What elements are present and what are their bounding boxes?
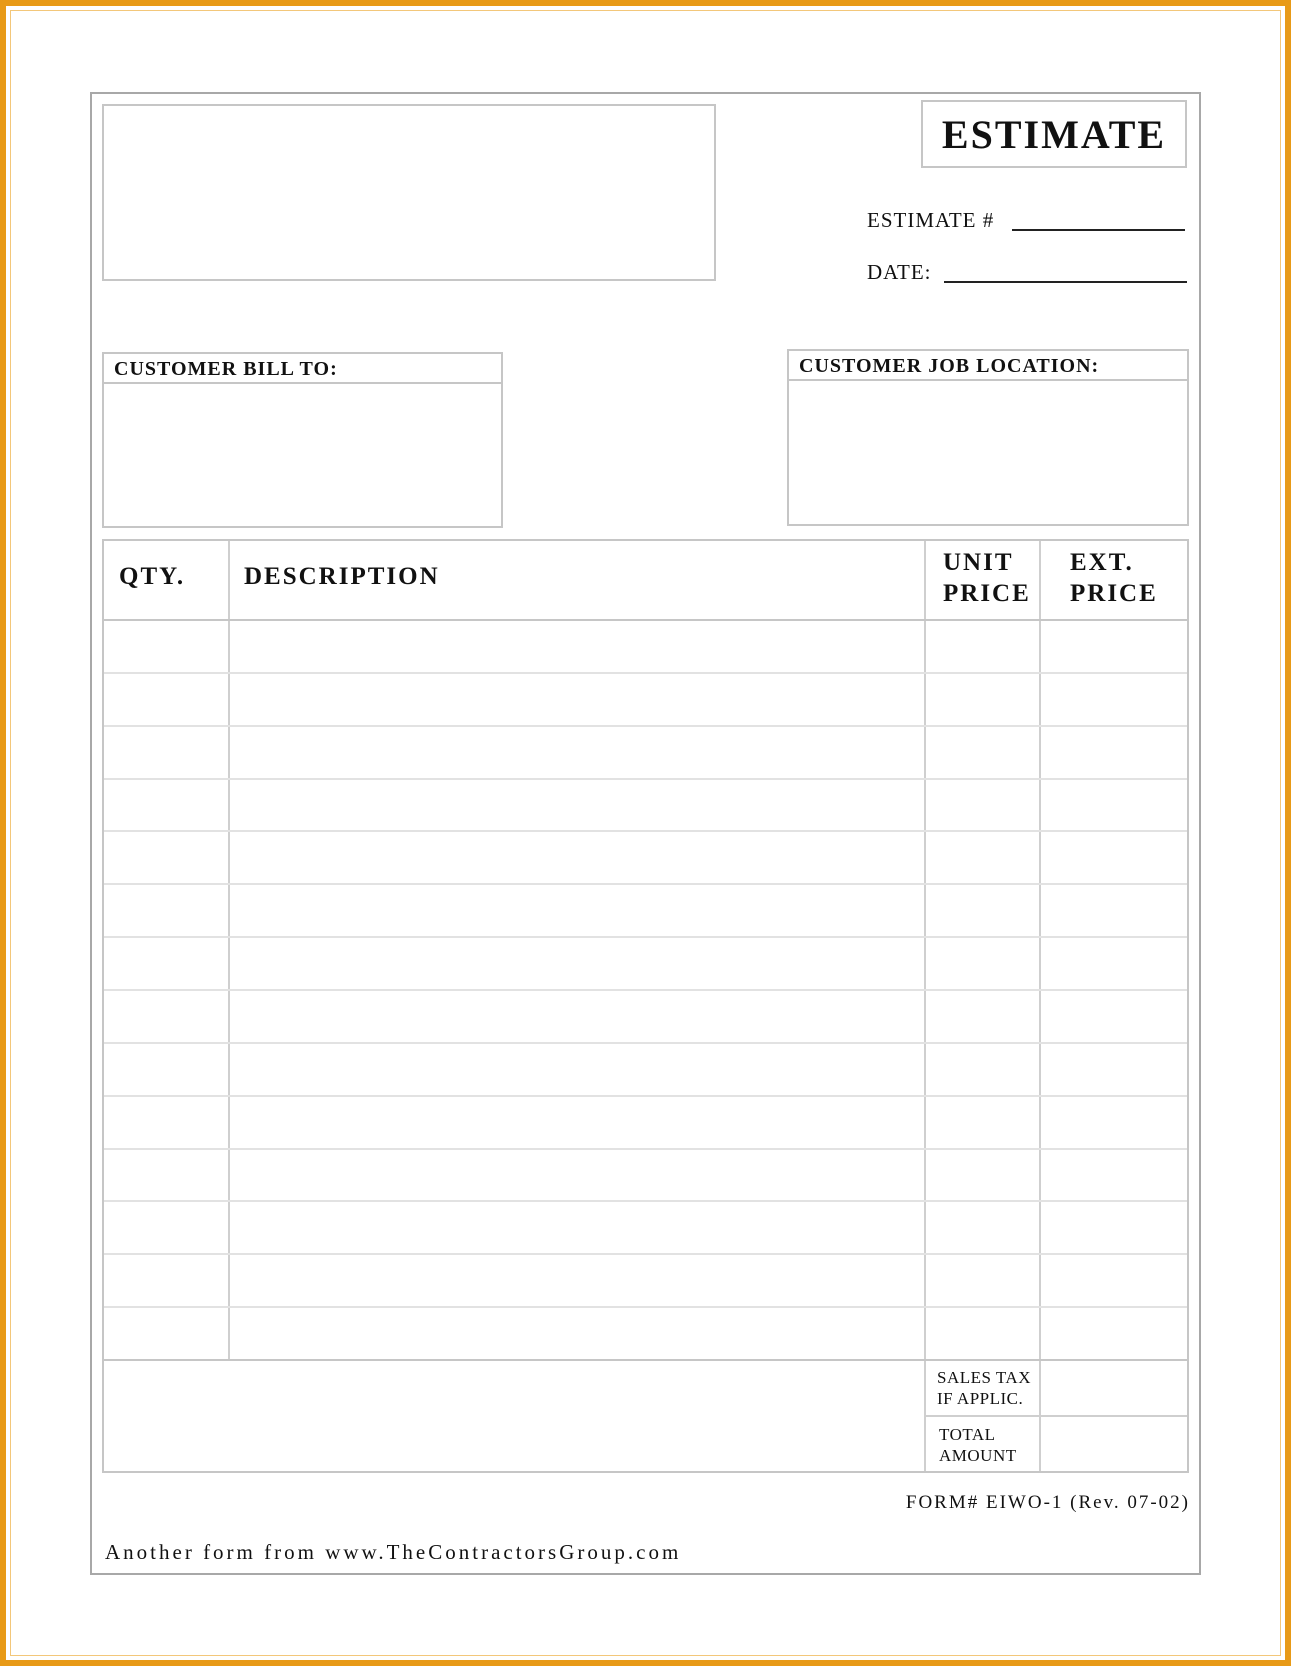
row-cell-description[interactable] [230,780,924,831]
row-cell-unit-price[interactable] [926,1044,1039,1095]
row-cell-unit-price[interactable] [926,727,1039,778]
row-cell-ext-price[interactable] [1041,832,1187,883]
row-cell-qty[interactable] [106,1255,228,1306]
table-row [104,674,1187,727]
table-row [104,1308,1187,1361]
line-items-table [102,539,1189,1473]
customer-bill-to-label: CUSTOMER BILL TO: [104,354,501,384]
form-number: FORM# EIWO-1 (Rev. 07-02) [905,1492,1190,1513]
row-cell-unit-price[interactable] [926,1097,1039,1148]
row-cell-ext-price[interactable] [1041,727,1187,778]
row-cell-ext-price[interactable] [1041,1044,1187,1095]
column-header-description: DESCRIPTION [244,563,440,590]
table-row [104,1202,1187,1255]
row-cell-description[interactable] [230,1202,924,1253]
row-cell-description[interactable] [230,1097,924,1148]
row-cell-unit-price[interactable] [926,832,1039,883]
column-header-unit-price-line2: PRICE [943,580,1031,607]
row-cell-ext-price[interactable] [1041,885,1187,936]
table-row [104,727,1187,780]
row-cell-qty[interactable] [106,885,228,936]
total-amount-label-line2: AMOUNT [939,1446,1017,1465]
column-header-ext-price-line2: PRICE [1070,580,1158,607]
row-cell-ext-price[interactable] [1041,991,1187,1042]
row-cell-description[interactable] [230,621,924,672]
row-cell-ext-price[interactable] [1041,621,1187,672]
row-cell-description[interactable] [230,1150,924,1201]
row-cell-ext-price[interactable] [1041,1150,1187,1201]
customer-job-location-label: CUSTOMER JOB LOCATION: [789,351,1187,381]
row-cell-ext-price[interactable] [1041,780,1187,831]
notes-area[interactable] [104,1361,924,1471]
row-cell-ext-price[interactable] [1041,1308,1187,1359]
row-cell-description[interactable] [230,1044,924,1095]
table-row [104,780,1187,833]
customer-job-location-box[interactable] [787,349,1189,526]
row-cell-qty[interactable] [106,780,228,831]
row-cell-unit-price[interactable] [926,885,1039,936]
row-cell-unit-price[interactable] [926,938,1039,989]
column-header-unit-price-line1: UNIT [943,549,1014,576]
row-cell-qty[interactable] [106,991,228,1042]
table-row [104,938,1187,991]
sales-tax-field[interactable] [1041,1361,1187,1415]
date-field[interactable] [944,281,1187,283]
row-cell-ext-price[interactable] [1041,1202,1187,1253]
row-cell-unit-price[interactable] [926,674,1039,725]
row-cell-ext-price[interactable] [1041,674,1187,725]
form-title: ESTIMATE [941,111,1167,157]
row-cell-qty[interactable] [106,832,228,883]
date-label: DATE: [867,260,932,284]
row-cell-description[interactable] [230,938,924,989]
estimate-number-label: ESTIMATE # [867,208,995,232]
row-cell-description[interactable] [230,885,924,936]
row-cell-unit-price[interactable] [926,1308,1039,1359]
sales-tax-label-line1: SALES TAX [937,1368,1031,1387]
row-cell-unit-price[interactable] [926,1255,1039,1306]
row-cell-qty[interactable] [106,621,228,672]
company-logo-box[interactable] [102,104,716,281]
row-cell-description[interactable] [230,727,924,778]
row-cell-unit-price[interactable] [926,1202,1039,1253]
column-header-qty: QTY. [119,563,186,590]
row-cell-qty[interactable] [106,1044,228,1095]
total-amount-label-line1: TOTAL [939,1425,996,1444]
row-cell-description[interactable] [230,991,924,1042]
column-header-ext-price-line1: EXT. [1070,549,1134,576]
row-cell-qty[interactable] [106,1202,228,1253]
row-cell-unit-price[interactable] [926,621,1039,672]
row-cell-qty[interactable] [106,674,228,725]
row-cell-qty[interactable] [106,727,228,778]
table-row [104,1044,1187,1097]
row-cell-description[interactable] [230,674,924,725]
row-cell-qty[interactable] [106,1097,228,1148]
table-row [104,1150,1187,1203]
row-cell-description[interactable] [230,832,924,883]
row-cell-ext-price[interactable] [1041,1255,1187,1306]
table-row [104,621,1187,674]
table-row [104,832,1187,885]
table-row [104,1097,1187,1150]
row-cell-description[interactable] [230,1255,924,1306]
table-row [104,1255,1187,1308]
sales-tax-label-line2: IF APPLIC. [937,1389,1024,1408]
table-row [104,885,1187,938]
row-cell-unit-price[interactable] [926,991,1039,1042]
total-amount-field[interactable] [1041,1417,1187,1471]
row-cell-qty[interactable] [106,938,228,989]
estimate-number-field[interactable] [1012,229,1185,231]
row-cell-description[interactable] [230,1308,924,1359]
row-cell-ext-price[interactable] [1041,938,1187,989]
row-cell-qty[interactable] [106,1150,228,1201]
row-cell-ext-price[interactable] [1041,1097,1187,1148]
table-row [104,991,1187,1044]
row-cell-unit-price[interactable] [926,780,1039,831]
footer-note: Another form from www.TheContractorsGroup.com [105,1540,682,1564]
customer-bill-to-box[interactable] [102,352,503,528]
title-box [921,100,1187,168]
row-cell-unit-price[interactable] [926,1150,1039,1201]
row-cell-qty[interactable] [106,1308,228,1359]
